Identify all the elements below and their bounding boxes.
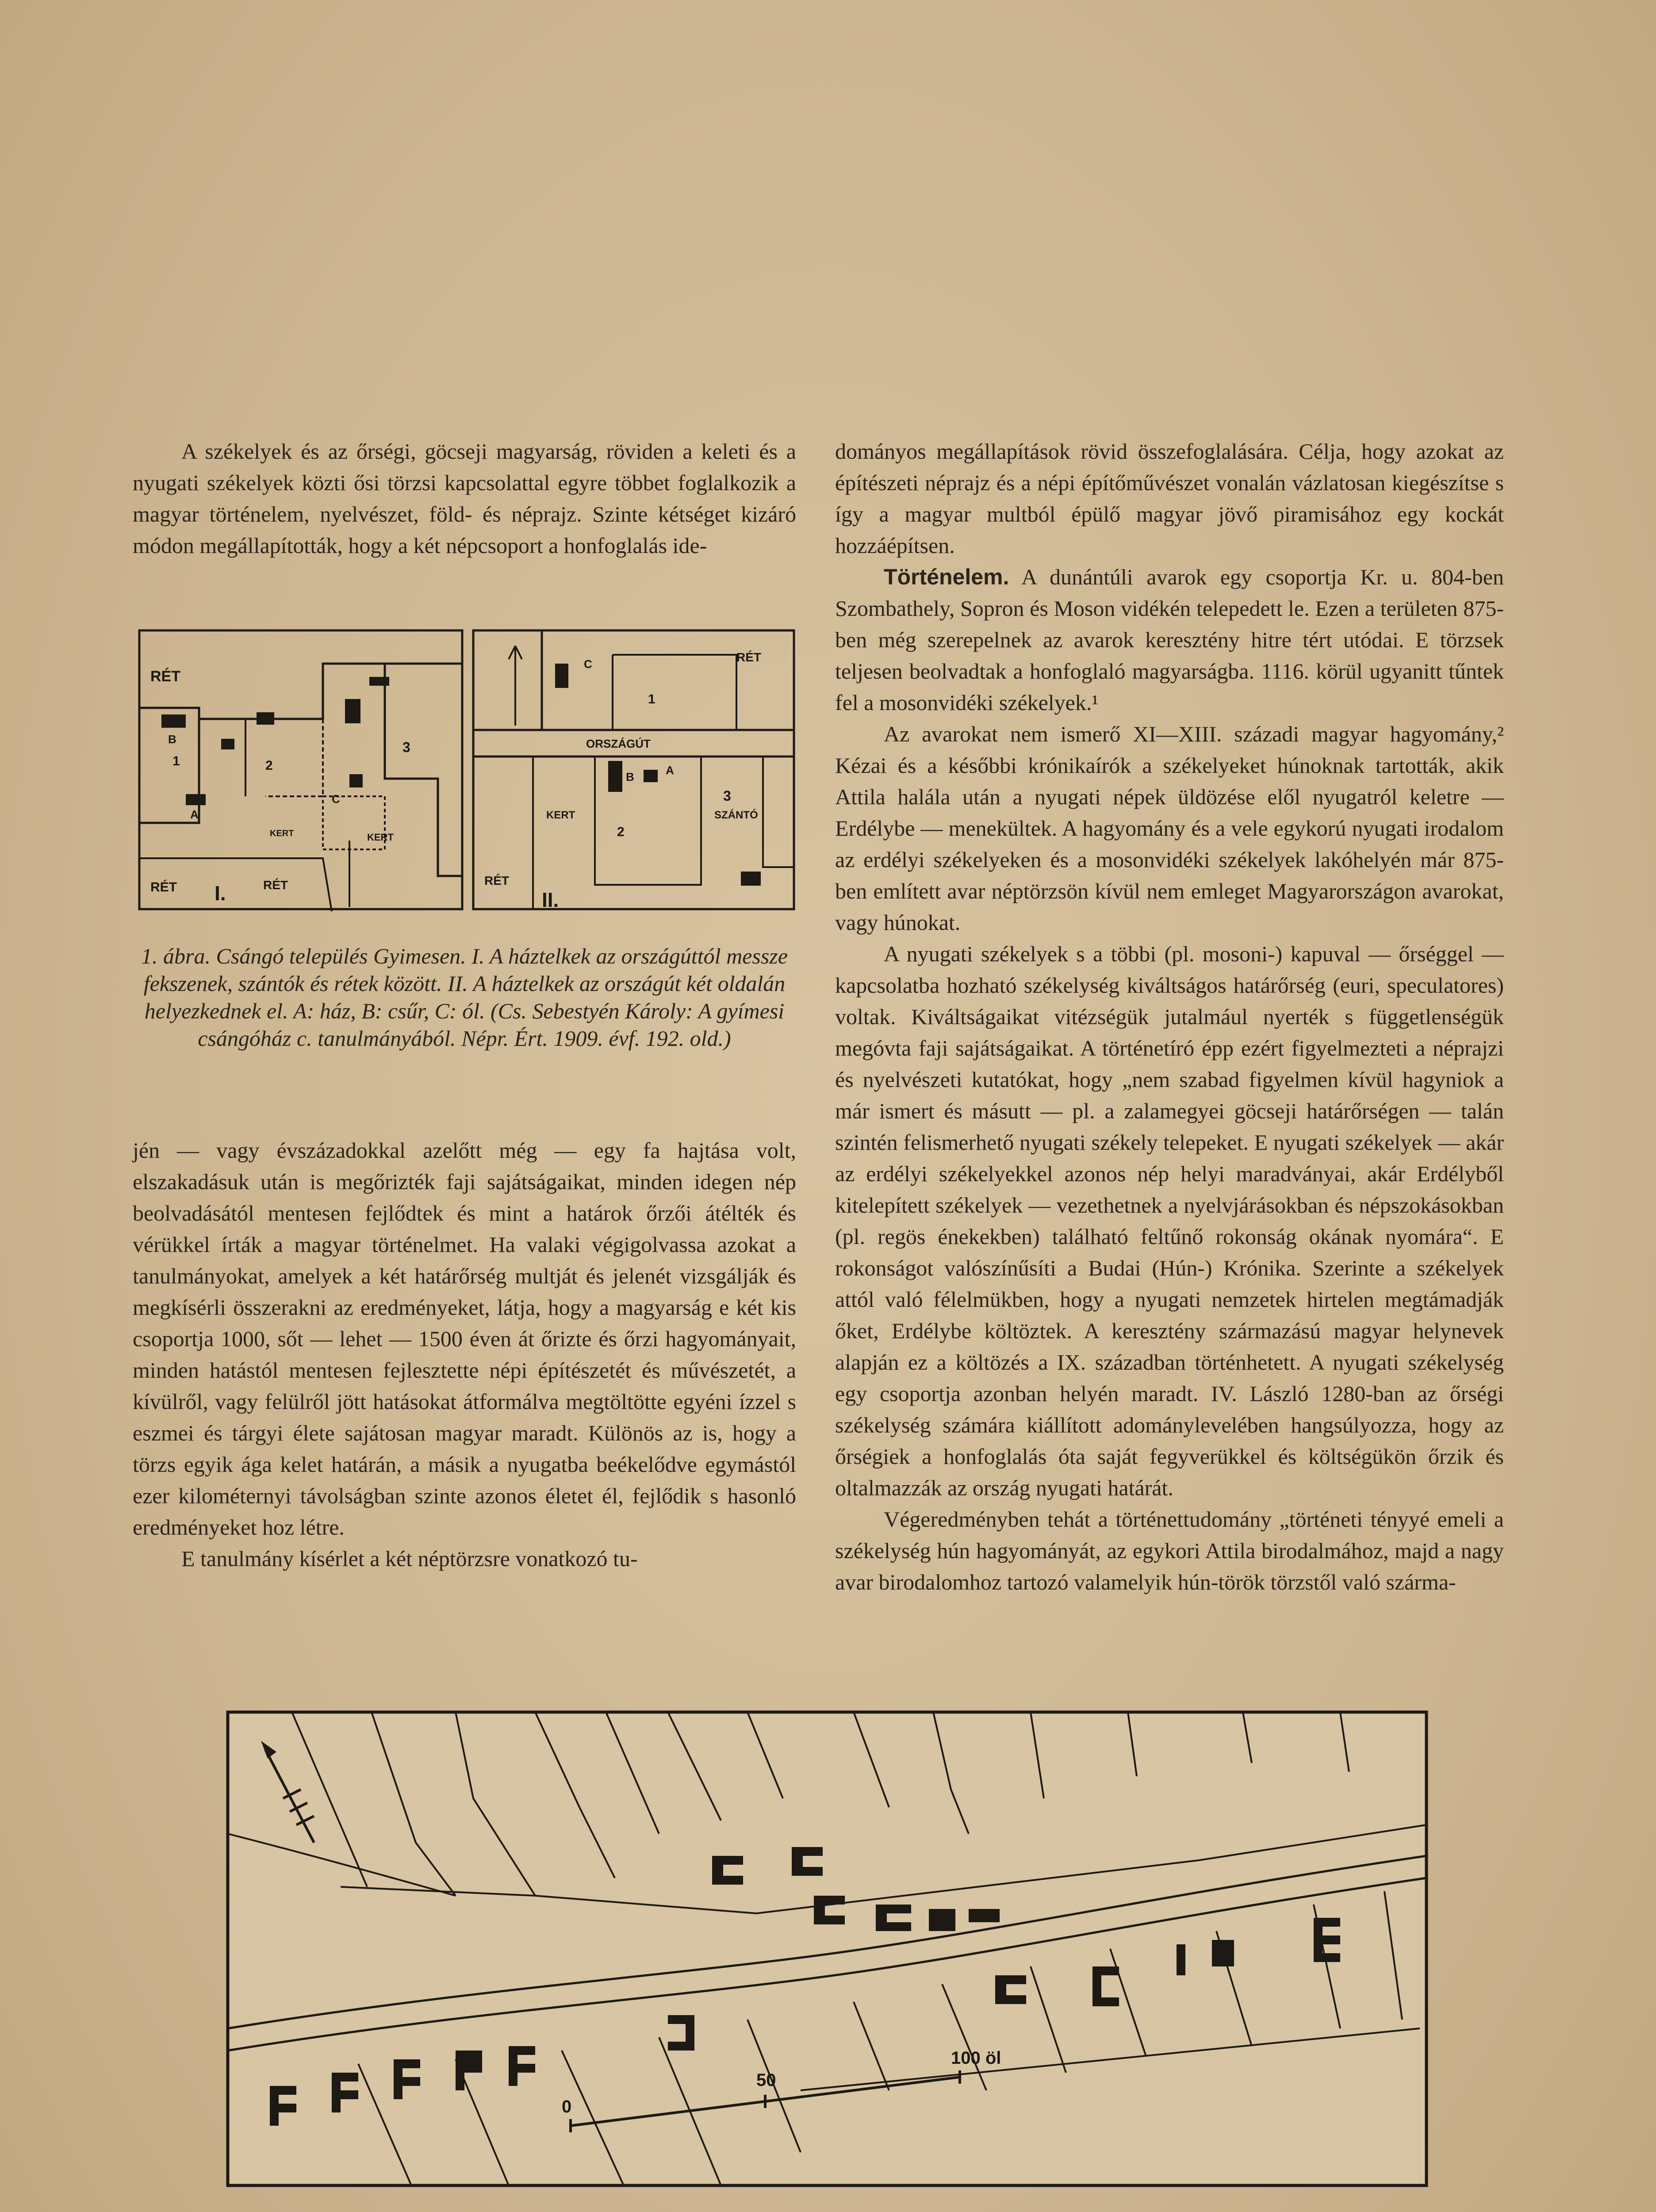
fig1-label-a: A [190,808,199,821]
right-paragraph-2 [835,561,1504,718]
right-column [835,436,1504,1598]
fig1-plot-1: 1 [172,754,180,768]
fig1b-plot-1: 1 [648,692,656,707]
fig1-label-b: B [168,733,176,746]
figure-2-map [226,1710,1429,2188]
right-paragraph-4: A nyugati székelyek s a többi (pl. mosoni-) kapuval — őrséggel — kapcsolatba hozható székelység kiváltságos határőrség (euri, speculatores) voltak. Kiváltságaikat vitézségük jutalmául nyerték s függetlenségük megóvta faji sajátságaikat. A történetíró épp ezért figyelmezteti a néprajzi és nyelvészeti kutatókat, hogy „nem szabad figyelmen kívül hagyniok a már ismert és másutt — pl. a zalamegyei göcseji határőrségen — talán szintén felismerhető nyugati székely telepeket. E nyugati székelyek — akár az erdélyi székelyekkel azonos nép helyi maradványai, akár Erdélyből kitelepített székelyek — vezethetnek a nyelvjárásokban és népszokásokban (pl. regös énekekben) található feltűnő rokonság okának nyomára“. E rokonságot valószínűsíti a Budai (Hún-) Krónika. Szerinte a székelyek attól való félelmükben, hogy a nyugati nemzetek hirtelen megtámadják őket, Erdélybe költöztek. A keresztény származású magyar helynevek alapján ez a költözés a IX. században történhetett. A nyugati székelység egy csoportja azonban helyén maradt. IV. László 1280-ban az őrségi székelység számára kiállított adománylevelében hangsúlyozza, hogy az őrségiek a honfoglalás óta saját fegyverükkel és költségükön őrzik és oltalmazzák az ország nyugati határát. [835,941,1504,1500]
right-paragraph-3: Az avarokat nem ismerő XI—XIII. századi magyar hagyomány,² Kézai és a későbbi krónikaírók a székelyeket húnoknak tartották, akik Attila halála után a nyugati népek üldözése elől nyugatról keletre — Erdélybe — menekültek. A hagyomány és a vele egykorú nyugati irodalom az erdélyi székelyeken és a mosonvidéki székelyek lakóhelyén már 875-ben említett avar néptörzsön kívül nem emleget Magyarországon avarokat, vagy húnokat. [835,722,1504,935]
fig1b-label-orszagut: ORSZÁGÚT [586,737,651,750]
fig1-plot-2: 2 [265,758,273,773]
scale-zero: 0 [562,2097,572,2116]
fig1-label-ret-top: RÉT [150,668,180,685]
intro-paragraph: A székelyek és az őrségi, göcseji magyarság, röviden a keleti és a nyugati székelyek közti ősi törzsi kapcsolattal egyre többet foglalkozik a magyar történelem, nyelvészet, föld- és néprajz. Szinte kétséget kizáró módon megállapították, hogy a két népcsoport a honfoglalás ide- [133,439,796,558]
fig1b-plot-2: 2 [617,825,625,839]
fig1-label-kert-1: KERT [270,829,294,838]
section-heading-tortenelem: Történelem. [884,565,1009,589]
right-paragraph-1: dományos megállapítások rövid összefoglalására. Célja, hogy azokat az építészeti néprajz és a népi építőművészet vonalán vázlatosan kiegészítse s így a magyar multból épülő magyar jövő piramisához egy kockát hozzáépítsen. [835,439,1504,558]
fig1b-label-ret-bottom: RÉT [484,874,509,887]
fig1b-plot-3: 3 [723,788,731,804]
right-paragraph-5: Végeredményben tehát a történettudomány „történeti tényyé emeli a székelység hún hagyományát, az egykori Attila birodalmához, majd a nagy avar birodalomhoz tartozó valamelyik hún-török törzstől való szárma- [835,1507,1504,1594]
fig1b-roman-2: II. [542,888,559,911]
figure-1-panel-2 [471,628,796,911]
left-column-body [133,1135,796,1575]
fig1-label-ret-bottom-mid: RÉT [263,878,288,892]
fig1b-label-kert: KERT [546,809,575,821]
fig1b-label-c: C [584,657,592,671]
fig1-label-ret-bottom-left: RÉT [150,880,177,895]
scale-fifty: 50 [756,2070,776,2090]
scale-hundred: 100 öl [951,2048,1001,2068]
fig1-plot-3: 3 [402,739,410,755]
figure-1-panel-1 [137,628,464,911]
fig1b-label-b: B [626,770,634,783]
fig1b-label-ret-top: RÉT [736,650,761,664]
fig1b-label-a: A [666,764,674,777]
fig1b-label-szanto: SZÁNTÓ [714,809,758,821]
figure-1-caption: 1. ábra. Csángó település Gyimesen. I. A háztelkek az országúttól messze fekszenek, szántók és rétek között. II. A háztelkek az országút két oldalán helyezkednek el. A: ház, B: csűr, C: ól. (Cs. Sebestyén Károly: A gyímesi csángóház c. tanulmányából. Népr. Ért. 1909. évf. 192. old.) [141,944,788,1051]
closing-paragraph: E tanulmány kísérlet a két néptörzsre vonatkozó tu- [181,1546,638,1571]
fig1-label-c: C [332,792,340,806]
fig1-label-kert-2: KERT [367,832,394,843]
right-paragraph-2-text: A dunántúli avarok egy csoportja Kr. u. 804-ben Szombathely, Sopron és Moson vidékén telepedett le. Ezen a területen 875-ben még szerepelnek az avarok keresztény hitre tért utódai. E törzsek teljesen beolvadtak a honfoglaló magyarságba. 1116. körül ugyanitt tűntek fel a mosonvidéki székelyek.¹ [835,565,1504,715]
fig1-roman-1: I. [215,882,226,905]
continuation-paragraph: jén — vagy évszázadokkal azelőtt még — egy fa hajtása volt, elszakadásuk után is megőrizték faji sajátságaikat, minden idegen nép beolvadásától mentesen fejlődtek és mint a határok őrzői átélték és vérükkel írták a magyar történelmet. Ha valaki végigolvassa azokat a tanulmányokat, amelyek a két határőrség multját és jelenét vizsgálják és megkísérli összerakni az eredményeket, látja, hogy a magyarság e két kis csoportja 1000, sőt — lehet — 1500 éven át őrizte és őrzi hagyományait, minden hatástól mentesen fejlesztette népi építészetét és művészetét, a kívülről, vagy felülről jött hatásokat átformálva megtöltötte egyéni ízzel s eszmei és tárgyi élete sajátosan magyar maradt. Különös az is, hogy a törzs egyik ága kelet határán, a másik a nyugatba beékelődve egymástól ezer kilométernyi távolságban szinte azonos életet él, fejlődik s hasonló eredményeket hoz létre. [133,1138,796,1540]
left-column-intro [133,436,796,561]
